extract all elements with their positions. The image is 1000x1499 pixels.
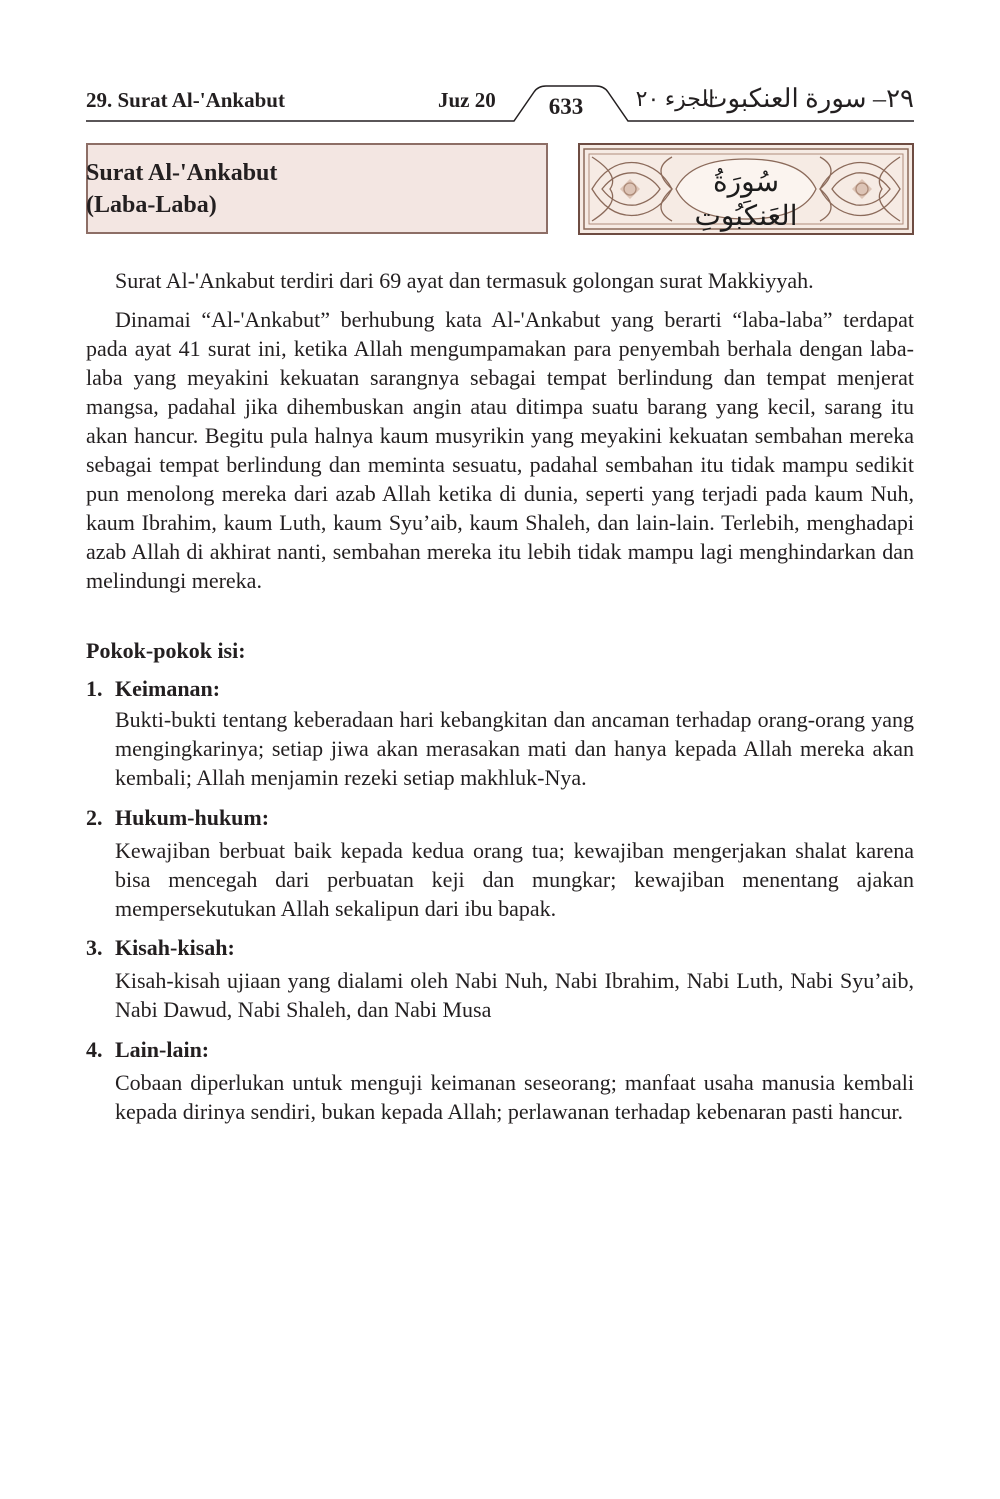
item-text-keimanan: Bukti-bukti tentang keberadaan hari kebangkitan dan ancaman terhadap orang-orang yang mengingkarinya; setiap jiwa akan merasakan mati dan hanya kepada Allah mereka akan kembali; Allah menjamin rezeki setiap makhluk-Nya.: [115, 707, 914, 790]
running-header: [86, 0, 914, 130]
item-text-kisah: Kisah-kisah ujiaan yang dialami oleh Nabi Nuh, Nabi Ibrahim, Nabi Luth, Nabi Syu’aib, Nabi Dawud, Nabi Shaleh, dan Nabi Musa: [115, 968, 914, 1022]
surah-title-box: [86, 143, 548, 234]
header-surah-arabic: ٢٩– سورة العنكبوت: [703, 84, 914, 113]
item-number: 3.: [86, 935, 103, 960]
intro-paragraph-2: Dinamai “Al-'Ankabut” berhubung kata Al-'Ankabut yang berarti “laba-laba” terdapat pada ayat 41 surat ini, ketika Allah mengumpamakan para penyembah berhala dengan laba-laba yang meyakini kekuatan sarangnya sebagai tempat berlindung dan tempat menjerat mangsa, padahal jika dihembuskan angin atau ditimpa suatu barang yang kecil, sarang itu akan hancur. Begitu pula halnya kaum musyrikin yang meyakini kekuatan sembahan mereka sebagai tempat berlindung dan meminta sesuatu, padahal sembahan itu tidak mampu sedikit pun menolong mereka dari azab Allah ketika di dunia, seperti yang terjadi pada kaum Nuh, kaum Ibrahim, kaum Luth, kaum Syu’aib, kaum Shaleh, dan lain-lain. Terlebih, menghadapi azab Allah di akhirat nanti, sembahan mereka itu lebih tidak mampu lagi menghindarkan dan melindungi mereka.: [86, 307, 914, 593]
item-number: 2.: [86, 805, 103, 830]
header-surah-label: 29. Surat Al-'Ankabut: [86, 88, 285, 112]
item-text-hukum: Kewajiban berbuat baik kepada kedua orang tua; kewajiban mengerjakan shalat karena bisa mencegah dari perbuatan keji dan mungkar; kewajiban menentang ajakan mempersekutukan Allah sekalipun dari ibu bapak.: [115, 838, 914, 921]
surah-subtitle: (Laba-Laba): [86, 192, 217, 218]
page-number: 633: [548, 94, 584, 119]
header-juz-label: Juz 20: [438, 88, 496, 112]
item-title-lain: Lain-lain:: [115, 1037, 210, 1062]
item-text-lain: Cobaan diperlukan untuk menguji keimanan seseorang; manfaat usaha manusia kembali kepada dirinya sendiri, bukan kepada Allah; perlawanan terhadap kebenaran pasti hancur.: [115, 1070, 914, 1124]
item-number: 4.: [86, 1037, 103, 1062]
item-title-kisah: Kisah-kisah:: [115, 935, 235, 960]
surah-title: Surat Al-'Ankabut: [86, 160, 278, 186]
header-juz-arabic: الجزء ٢٠: [635, 86, 715, 111]
ornament-arabic-title: سُورَةُ العَنكَبُوتِ: [694, 167, 798, 232]
contents-heading: Pokok-pokok isi:: [86, 638, 246, 663]
item-title-hukum: Hukum-hukum:: [115, 805, 270, 830]
item-number: 1.: [86, 676, 103, 701]
intro-paragraph-1: Surat Al-'Ankabut terdiri dari 69 ayat dan termasuk golongan surat Makkiyyah.: [115, 268, 814, 293]
ornamental-title-box: [578, 143, 914, 235]
item-title-keimanan: Keimanan:: [115, 676, 221, 701]
